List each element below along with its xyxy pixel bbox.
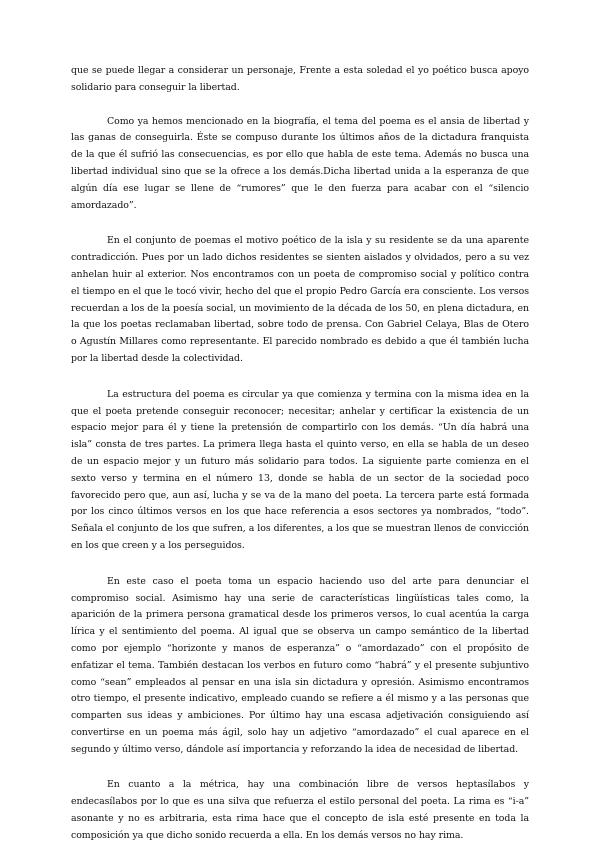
paragraph-linguistic-features: En este caso el poeta toma un espacio haciendo uso del arte para denunciar el compromiso social. Asimismo hay una serie de características lingüísticas tales como, la aparición de la primera persona gramatical desde los primeros versos, lo cual acentúa la carga lírica y el sentimiento del poema. Al igual que se observa un campo semántico de la libertad como por ejemplo “horizonte y manos de esperanza” o “amordazado” con el propósito de enfatizar el tema. También destacan los verbos en futuro como “habrá” y el presente subjuntivo como “sean” empleados al pensar en una isla sin dictadura y opresión. Asimismo encontramos otro tiempo, el presente indicativo, empleado cuando se refiere a él mismo y a las personas que comparten sus ideas y ambiciones. Por último hay una escasa adjetivación consiguiendo así convertirse en un poema más ágil, solo hay un adjetivo “amordazado” el cual aparece en el segundo y último verso, dándole así importancia y reforzando la idea de necesidad de libertad. [71,575,529,755]
paragraph-continuation: que se puede llegar a considerar un personaje, Frente a esta soledad el yo poético busca apoyo solidario para conseguir la libertad. [71,65,529,93]
paragraph-metrics: En cuanto a la métrica, hay una combinación libre de versos heptasílabos y endecasílabos por lo que es una silva que refuerza el estilo personal del poeta. La rima es “i-a” asonante y no es arbitraria, esta rima hace que el concepto de isla esté presente en toda la composición ya que dicho sonido recuerda a ella. En los demás versos no hay rima. [71,779,529,841]
paragraph-theme: Como ya hemos mencionado en la biografía, el tema del poema es el ansia de libertad y las ganas de conseguirla. Éste se compuso durante los últimos años de la dictadura franquista de la que él sufrió las consecuencias, es por ello que habla de este tema. Además no busca una libertad individual sino que se la ofrece a los demás.Dicha libertad unida a la esperanza de que algún día ese lugar se llene de “rumores” que le den fuerza para acabar con el “silencio amordazado”. [71,115,529,211]
paragraph-structure: La estructura del poema es circular ya que comienza y termina con la misma idea en la que el poeta pretende conseguir reconocer; necesitar; anhelar y certificar la existencia de un espacio mejor para él y tiene la pretensión de compartirlo con los demás. “Un día habrá una isla” consta de tres partes. La primera llega hasta el quinto verso, en ella se habla de un deseo de un espacio mejor y un futuro más solidario para todos. La siguiente parte comienza en el sexto verso y termina en el número 13, donde se habla de un sector de la sociedad poco favorecido pero que, aun así, lucha y se va de la mano del poeta. La tercera parte está formada por los cinco últimos versos en los que hace referencia a esos sectores ya nombrados, “todo”. Señala el conjunto de los que sufren, a los diferentes, a los que se muestran llenos de convicción en los que creen y a los perseguidos. [71,388,529,551]
document-page [71,63,529,864]
paragraph-island-motif: En el conjunto de poemas el motivo poético de la isla y su residente se da una aparente contradicción. Pues por un lado dichos residentes se sienten aislados y olvidados, pero a su vez anhelan huir al exterior. Nos encontramos con un poeta de compromiso social y político contra el tiempo en el que le tocó vivir, hecho del que el propio Pedro García era consciente. Los versos recuerdan a los de la poesía social, un movimiento de la década de los 50, en plena dictadura, en la que los poetas reclamaban libertad, sobre todo de prensa. Con Gabriel Celaya, Blas de Otero o Agustín Millares como representante. El parecido nombrado es debido a que él también lucha por la libertad desde la colectividad. [71,235,529,364]
